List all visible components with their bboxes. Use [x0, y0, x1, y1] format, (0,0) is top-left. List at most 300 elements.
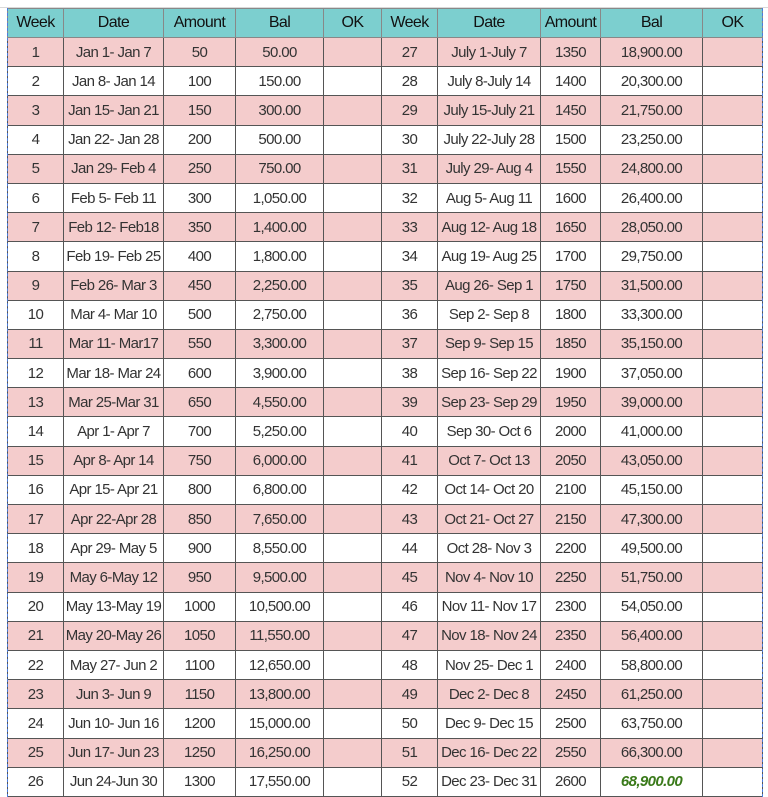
cell-amount[interactable]: 1150 [164, 680, 236, 709]
cell-bal[interactable]: 500.00 [236, 125, 324, 154]
cell-week[interactable]: 25 [8, 738, 64, 767]
cell-ok[interactable] [324, 475, 382, 504]
cell-ok[interactable] [703, 96, 763, 125]
cell-week[interactable]: 45 [382, 563, 438, 592]
cell-ok[interactable] [324, 154, 382, 183]
cell-week[interactable]: 7 [8, 213, 64, 242]
cell-ok[interactable] [324, 67, 382, 96]
cell-bal[interactable]: 20,300.00 [601, 67, 703, 96]
cell-date[interactable]: Aug 12- Aug 18 [438, 213, 541, 242]
cell-ok[interactable] [703, 67, 763, 96]
cell-ok[interactable] [703, 621, 763, 650]
cell-amount[interactable]: 1900 [541, 359, 601, 388]
cell-week[interactable]: 43 [382, 505, 438, 534]
cell-week[interactable]: 29 [382, 96, 438, 125]
cell-bal[interactable]: 1,800.00 [236, 242, 324, 271]
cell-week[interactable]: 46 [382, 592, 438, 621]
cell-amount[interactable]: 650 [164, 388, 236, 417]
cell-bal[interactable]: 33,300.00 [601, 300, 703, 329]
cell-amount[interactable]: 150 [164, 96, 236, 125]
cell-date[interactable]: May 13-May 19 [64, 592, 164, 621]
cell-bal[interactable]: 61,250.00 [601, 680, 703, 709]
cell-amount[interactable]: 350 [164, 213, 236, 242]
cell-week[interactable]: 30 [382, 125, 438, 154]
cell-amount[interactable]: 2500 [541, 709, 601, 738]
cell-ok[interactable] [703, 242, 763, 271]
cell-amount[interactable]: 2050 [541, 446, 601, 475]
cell-week[interactable]: 24 [8, 709, 64, 738]
header-ok[interactable]: OK [324, 9, 382, 38]
cell-bal[interactable]: 68,900.00 [601, 767, 703, 796]
cell-amount[interactable]: 400 [164, 242, 236, 271]
table-row [8, 767, 763, 796]
cell-ok[interactable] [703, 505, 763, 534]
cell-amount[interactable]: 2150 [541, 505, 601, 534]
cell-bal[interactable]: 41,000.00 [601, 417, 703, 446]
cell-amount[interactable]: 50 [164, 38, 236, 67]
cell-amount[interactable]: 1500 [541, 125, 601, 154]
cell-date[interactable]: July 15-July 21 [438, 96, 541, 125]
cell-ok[interactable] [703, 738, 763, 767]
cell-date[interactable]: Nov 11- Nov 17 [438, 592, 541, 621]
cell-amount[interactable]: 100 [164, 67, 236, 96]
cell-bal[interactable]: 300.00 [236, 96, 324, 125]
cell-date[interactable]: July 8-July 14 [438, 67, 541, 96]
cell-amount[interactable]: 2000 [541, 417, 601, 446]
header-bal[interactable]: Bal [236, 9, 324, 38]
cell-ok[interactable] [324, 125, 382, 154]
cell-ok[interactable] [324, 709, 382, 738]
header-ok[interactable]: OK [703, 9, 763, 38]
cell-amount[interactable]: 2200 [541, 534, 601, 563]
table-row [8, 183, 763, 212]
cell-week[interactable]: 48 [382, 650, 438, 679]
header-date[interactable]: Date [64, 9, 164, 38]
cell-ok[interactable] [324, 650, 382, 679]
table-row [8, 300, 763, 329]
table-row [8, 329, 763, 358]
cell-bal[interactable]: 58,800.00 [601, 650, 703, 679]
cell-amount[interactable]: 1100 [164, 650, 236, 679]
cell-bal[interactable]: 21,750.00 [601, 96, 703, 125]
cell-week[interactable]: 34 [382, 242, 438, 271]
cell-bal[interactable]: 39,000.00 [601, 388, 703, 417]
cell-ok[interactable] [703, 475, 763, 504]
cell-date[interactable]: Mar 25-Mar 31 [64, 388, 164, 417]
cell-ok[interactable] [324, 534, 382, 563]
cell-date[interactable]: Feb 19- Feb 25 [64, 242, 164, 271]
cell-date[interactable]: Nov 4- Nov 10 [438, 563, 541, 592]
cell-date[interactable]: Jan 8- Jan 14 [64, 67, 164, 96]
cell-date[interactable]: May 20-May 26 [64, 621, 164, 650]
cell-ok[interactable] [703, 650, 763, 679]
cell-bal[interactable]: 1,050.00 [236, 183, 324, 212]
cell-amount[interactable]: 300 [164, 183, 236, 212]
cell-date[interactable]: Dec 9- Dec 15 [438, 709, 541, 738]
cell-date[interactable]: Aug 5- Aug 11 [438, 183, 541, 212]
cell-date[interactable]: Feb 12- Feb18 [64, 213, 164, 242]
cell-week[interactable]: 13 [8, 388, 64, 417]
table-row [8, 38, 763, 67]
cell-amount[interactable]: 1600 [541, 183, 601, 212]
table-row [8, 271, 763, 300]
cell-week[interactable]: 35 [382, 271, 438, 300]
cell-week[interactable]: 42 [382, 475, 438, 504]
table-row [8, 738, 763, 767]
cell-ok[interactable] [703, 388, 763, 417]
cell-date[interactable]: Dec 23- Dec 31 [438, 767, 541, 796]
cell-week[interactable]: 6 [8, 183, 64, 212]
cell-amount[interactable]: 950 [164, 563, 236, 592]
cell-date[interactable]: Jan 15- Jan 21 [64, 96, 164, 125]
cell-bal[interactable]: 12,650.00 [236, 650, 324, 679]
cell-bal[interactable]: 26,400.00 [601, 183, 703, 212]
cell-ok[interactable] [324, 621, 382, 650]
cell-ok[interactable] [324, 359, 382, 388]
cell-ok[interactable] [324, 271, 382, 300]
cell-ok[interactable] [703, 767, 763, 796]
cell-date[interactable]: Aug 26- Sep 1 [438, 271, 541, 300]
cell-amount[interactable]: 700 [164, 417, 236, 446]
cell-date[interactable]: Oct 28- Nov 3 [438, 534, 541, 563]
cell-week[interactable]: 51 [382, 738, 438, 767]
cell-amount[interactable]: 1650 [541, 213, 601, 242]
cell-date[interactable]: Aug 19- Aug 25 [438, 242, 541, 271]
cell-ok[interactable] [324, 329, 382, 358]
cell-ok[interactable] [703, 417, 763, 446]
table-row [8, 96, 763, 125]
cell-week[interactable]: 27 [382, 38, 438, 67]
cell-bal[interactable]: 150.00 [236, 67, 324, 96]
cell-week[interactable]: 31 [382, 154, 438, 183]
cell-week[interactable]: 11 [8, 329, 64, 358]
cell-date[interactable]: Nov 25- Dec 1 [438, 650, 541, 679]
cell-bal[interactable]: 2,750.00 [236, 300, 324, 329]
cell-week[interactable]: 49 [382, 680, 438, 709]
cell-bal[interactable]: 45,150.00 [601, 475, 703, 504]
cell-week[interactable]: 50 [382, 709, 438, 738]
cell-amount[interactable]: 1800 [541, 300, 601, 329]
cell-ok[interactable] [324, 417, 382, 446]
cell-bal[interactable]: 7,650.00 [236, 505, 324, 534]
cell-ok[interactable] [324, 183, 382, 212]
cell-date[interactable]: Oct 21- Oct 27 [438, 505, 541, 534]
table-row [8, 359, 763, 388]
savings-table [7, 8, 763, 797]
cell-bal[interactable]: 63,750.00 [601, 709, 703, 738]
cell-amount[interactable]: 2100 [541, 475, 601, 504]
cell-bal[interactable]: 66,300.00 [601, 738, 703, 767]
cell-bal[interactable]: 49,500.00 [601, 534, 703, 563]
cell-date[interactable]: Apr 22-Apr 28 [64, 505, 164, 534]
cell-ok[interactable] [324, 505, 382, 534]
cell-amount[interactable]: 1450 [541, 96, 601, 125]
table-row [8, 388, 763, 417]
table-row [8, 621, 763, 650]
cell-ok[interactable] [324, 242, 382, 271]
cell-ok[interactable] [324, 592, 382, 621]
cell-week[interactable]: 28 [382, 67, 438, 96]
cell-ok[interactable] [703, 154, 763, 183]
cell-date[interactable]: Sep 9- Sep 15 [438, 329, 541, 358]
cell-ok[interactable] [324, 300, 382, 329]
cell-bal[interactable]: 10,500.00 [236, 592, 324, 621]
cell-bal[interactable]: 24,800.00 [601, 154, 703, 183]
cell-week[interactable]: 4 [8, 125, 64, 154]
cell-amount[interactable]: 1850 [541, 329, 601, 358]
cell-bal[interactable]: 11,550.00 [236, 621, 324, 650]
cell-bal[interactable]: 56,400.00 [601, 621, 703, 650]
header-row [8, 9, 763, 38]
cell-date[interactable]: Feb 26- Mar 3 [64, 271, 164, 300]
cell-amount[interactable]: 1000 [164, 592, 236, 621]
cell-ok[interactable] [324, 738, 382, 767]
cell-amount[interactable]: 1350 [541, 38, 601, 67]
cell-date[interactable]: Mar 11- Mar17 [64, 329, 164, 358]
table-row [8, 505, 763, 534]
cell-bal[interactable]: 28,050.00 [601, 213, 703, 242]
header-amount[interactable]: Amount [541, 9, 601, 38]
cell-bal[interactable]: 4,550.00 [236, 388, 324, 417]
cell-bal[interactable]: 47,300.00 [601, 505, 703, 534]
cell-amount[interactable]: 850 [164, 505, 236, 534]
cell-ok[interactable] [703, 271, 763, 300]
cell-amount[interactable]: 2600 [541, 767, 601, 796]
cell-week[interactable]: 21 [8, 621, 64, 650]
cell-amount[interactable]: 1950 [541, 388, 601, 417]
cell-week[interactable]: 5 [8, 154, 64, 183]
cell-amount[interactable]: 1200 [164, 709, 236, 738]
cell-week[interactable]: 1 [8, 38, 64, 67]
table-row [8, 67, 763, 96]
cell-date[interactable]: Jun 17- Jun 23 [64, 738, 164, 767]
cell-ok[interactable] [703, 534, 763, 563]
cell-ok[interactable] [703, 300, 763, 329]
cell-week[interactable]: 2 [8, 67, 64, 96]
cell-date[interactable]: Jun 3- Jun 9 [64, 680, 164, 709]
cell-amount[interactable]: 550 [164, 329, 236, 358]
table-row [8, 709, 763, 738]
cell-date[interactable]: Apr 1- Apr 7 [64, 417, 164, 446]
cell-amount[interactable]: 1550 [541, 154, 601, 183]
cell-date[interactable]: Jan 1- Jan 7 [64, 38, 164, 67]
cell-week[interactable]: 26 [8, 767, 64, 796]
cell-bal[interactable]: 37,050.00 [601, 359, 703, 388]
cell-amount[interactable]: 500 [164, 300, 236, 329]
cell-amount[interactable]: 1400 [541, 67, 601, 96]
cell-bal[interactable]: 23,250.00 [601, 125, 703, 154]
cell-bal[interactable]: 6,800.00 [236, 475, 324, 504]
cell-week[interactable]: 19 [8, 563, 64, 592]
cell-week[interactable]: 22 [8, 650, 64, 679]
sheet-top-gridline [0, 0, 768, 8]
cell-date[interactable]: May 27- Jun 2 [64, 650, 164, 679]
cell-ok[interactable] [703, 38, 763, 67]
cell-bal[interactable]: 18,900.00 [601, 38, 703, 67]
cell-week[interactable]: 44 [382, 534, 438, 563]
cell-amount[interactable]: 1750 [541, 271, 601, 300]
cell-date[interactable]: Jan 22- Jan 28 [64, 125, 164, 154]
cell-amount[interactable]: 2350 [541, 621, 601, 650]
header-date[interactable]: Date [438, 9, 541, 38]
cell-ok[interactable] [324, 563, 382, 592]
cell-week[interactable]: 15 [8, 446, 64, 475]
cell-week[interactable]: 41 [382, 446, 438, 475]
table-row [8, 213, 763, 242]
cell-ok[interactable] [703, 329, 763, 358]
cell-week[interactable]: 40 [382, 417, 438, 446]
cell-amount[interactable]: 250 [164, 154, 236, 183]
cell-amount[interactable]: 900 [164, 534, 236, 563]
table-row [8, 125, 763, 154]
cell-bal[interactable]: 54,050.00 [601, 592, 703, 621]
header-week[interactable]: Week [8, 9, 64, 38]
cell-bal[interactable]: 6,000.00 [236, 446, 324, 475]
cell-ok[interactable] [324, 38, 382, 67]
cell-amount[interactable]: 1050 [164, 621, 236, 650]
cell-week[interactable]: 16 [8, 475, 64, 504]
table-row [8, 680, 763, 709]
cell-date[interactable]: Oct 7- Oct 13 [438, 446, 541, 475]
cell-week[interactable]: 47 [382, 621, 438, 650]
cell-ok[interactable] [703, 359, 763, 388]
cell-ok[interactable] [703, 563, 763, 592]
cell-date[interactable]: Feb 5- Feb 11 [64, 183, 164, 212]
cell-amount[interactable]: 1700 [541, 242, 601, 271]
cell-amount[interactable]: 200 [164, 125, 236, 154]
table-row [8, 446, 763, 475]
cell-date[interactable]: Nov 18- Nov 24 [438, 621, 541, 650]
cell-bal[interactable]: 35,150.00 [601, 329, 703, 358]
cell-bal[interactable]: 29,750.00 [601, 242, 703, 271]
table-row [8, 417, 763, 446]
cell-bal[interactable]: 51,750.00 [601, 563, 703, 592]
cell-ok[interactable] [703, 680, 763, 709]
table-row [8, 563, 763, 592]
cell-ok[interactable] [703, 213, 763, 242]
cell-amount[interactable]: 800 [164, 475, 236, 504]
cell-date[interactable]: July 29- Aug 4 [438, 154, 541, 183]
cell-ok[interactable] [703, 592, 763, 621]
table-row [8, 242, 763, 271]
cell-ok[interactable] [703, 446, 763, 475]
cell-date[interactable]: Jun 10- Jun 16 [64, 709, 164, 738]
cell-date[interactable]: Apr 8- Apr 14 [64, 446, 164, 475]
cell-week[interactable]: 12 [8, 359, 64, 388]
cell-amount[interactable]: 2250 [541, 563, 601, 592]
cell-bal[interactable]: 5,250.00 [236, 417, 324, 446]
cell-date[interactable]: Jan 29- Feb 4 [64, 154, 164, 183]
cell-bal[interactable]: 31,500.00 [601, 271, 703, 300]
cell-date[interactable]: Apr 15- Apr 21 [64, 475, 164, 504]
cell-bal[interactable]: 750.00 [236, 154, 324, 183]
cell-ok[interactable] [324, 213, 382, 242]
cell-week[interactable]: 52 [382, 767, 438, 796]
cell-bal[interactable]: 9,500.00 [236, 563, 324, 592]
cell-date[interactable]: Sep 30- Oct 6 [438, 417, 541, 446]
cell-bal[interactable]: 2,250.00 [236, 271, 324, 300]
cell-date[interactable]: Dec 2- Dec 8 [438, 680, 541, 709]
cell-date[interactable]: May 6-May 12 [64, 563, 164, 592]
cell-amount[interactable]: 450 [164, 271, 236, 300]
page-break-right [762, 8, 763, 797]
cell-date[interactable]: Mar 4- Mar 10 [64, 300, 164, 329]
cell-amount[interactable]: 2300 [541, 592, 601, 621]
header-amount[interactable]: Amount [164, 9, 236, 38]
cell-amount[interactable]: 2450 [541, 680, 601, 709]
cell-amount[interactable]: 1250 [164, 738, 236, 767]
cell-bal[interactable]: 3,900.00 [236, 359, 324, 388]
cell-week[interactable]: 39 [382, 388, 438, 417]
cell-ok[interactable] [324, 388, 382, 417]
cell-week[interactable]: 20 [8, 592, 64, 621]
cell-amount[interactable]: 2400 [541, 650, 601, 679]
cell-date[interactable]: Oct 14- Oct 20 [438, 475, 541, 504]
cell-ok[interactable] [703, 125, 763, 154]
cell-week[interactable]: 33 [382, 213, 438, 242]
cell-date[interactable]: July 1-July 7 [438, 38, 541, 67]
cell-bal[interactable]: 16,250.00 [236, 738, 324, 767]
cell-bal[interactable]: 3,300.00 [236, 329, 324, 358]
cell-week[interactable]: 36 [382, 300, 438, 329]
cell-week[interactable]: 14 [8, 417, 64, 446]
cell-ok[interactable] [324, 446, 382, 475]
cell-week[interactable]: 8 [8, 242, 64, 271]
cell-bal[interactable]: 13,800.00 [236, 680, 324, 709]
cell-week[interactable]: 32 [382, 183, 438, 212]
table-row [8, 534, 763, 563]
header-week[interactable]: Week [382, 9, 438, 38]
cell-date[interactable]: Mar 18- Mar 24 [64, 359, 164, 388]
cell-week[interactable]: 23 [8, 680, 64, 709]
cell-week[interactable]: 37 [382, 329, 438, 358]
cell-amount[interactable]: 2550 [541, 738, 601, 767]
cell-week[interactable]: 17 [8, 505, 64, 534]
cell-date[interactable]: Sep 23- Sep 29 [438, 388, 541, 417]
cell-week[interactable]: 3 [8, 96, 64, 125]
cell-date[interactable]: Dec 16- Dec 22 [438, 738, 541, 767]
table-row [8, 592, 763, 621]
cell-date[interactable]: Apr 29- May 5 [64, 534, 164, 563]
cell-bal[interactable]: 43,050.00 [601, 446, 703, 475]
table-row [8, 650, 763, 679]
header-bal[interactable]: Bal [601, 9, 703, 38]
spreadsheet-grid [0, 8, 768, 797]
cell-date[interactable]: Jun 24-Jun 30 [64, 767, 164, 796]
cell-ok[interactable] [324, 767, 382, 796]
cell-bal[interactable]: 15,000.00 [236, 709, 324, 738]
cell-bal[interactable]: 1,400.00 [236, 213, 324, 242]
cell-date[interactable]: Sep 16- Sep 22 [438, 359, 541, 388]
cell-ok[interactable] [703, 709, 763, 738]
cell-amount[interactable]: 1300 [164, 767, 236, 796]
cell-ok[interactable] [324, 680, 382, 709]
cell-week[interactable]: 38 [382, 359, 438, 388]
cell-bal[interactable]: 8,550.00 [236, 534, 324, 563]
cell-ok[interactable] [703, 183, 763, 212]
cell-week[interactable]: 18 [8, 534, 64, 563]
cell-ok[interactable] [324, 96, 382, 125]
table-row [8, 475, 763, 504]
cell-amount[interactable]: 600 [164, 359, 236, 388]
cell-bal[interactable]: 50.00 [236, 38, 324, 67]
cell-bal[interactable]: 17,550.00 [236, 767, 324, 796]
cell-amount[interactable]: 750 [164, 446, 236, 475]
cell-date[interactable]: July 22-July 28 [438, 125, 541, 154]
cell-week[interactable]: 9 [8, 271, 64, 300]
cell-date[interactable]: Sep 2- Sep 8 [438, 300, 541, 329]
cell-week[interactable]: 10 [8, 300, 64, 329]
